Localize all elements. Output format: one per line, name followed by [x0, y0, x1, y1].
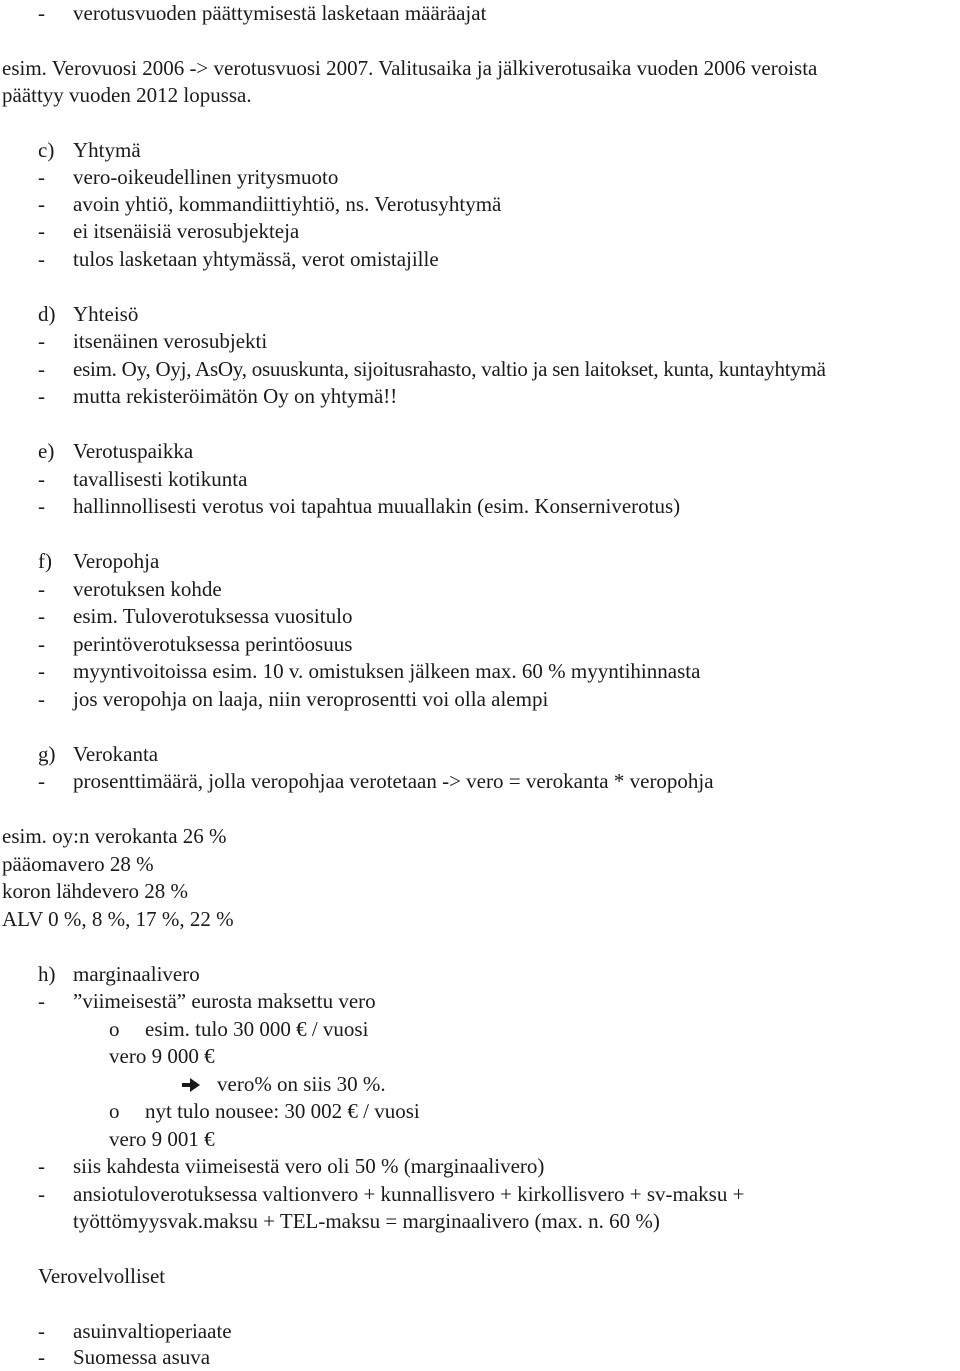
line-text: tulos lasketaan yhtymässä, verot omistajille: [73, 247, 439, 271]
bullet-marker: -: [38, 659, 45, 683]
right-arrow-icon: [182, 1078, 200, 1092]
line-text: siis kahdesta viimeisestä vero oli 50 % (marginaalivero): [73, 1154, 545, 1178]
bullet-marker: -: [38, 1319, 45, 1343]
line-text: itsenäinen verosubjekti: [73, 329, 268, 353]
line-text: vero-oikeudellinen yritysmuoto: [73, 165, 339, 189]
bullet-marker: -: [38, 494, 45, 518]
section-marker: c): [38, 138, 55, 162]
bullet-marker: -: [38, 384, 45, 408]
section-title: marginaalivero: [73, 962, 200, 986]
line-text: koron lähdevero 28 %: [2, 879, 189, 903]
line-text: esim. Verovuosi 2006 -> verotusvuosi 2007. Valitusaika ja jälkiverotusaika vuoden 2006 veroista: [2, 56, 818, 80]
line-text: pääomavero 28 %: [2, 852, 154, 876]
line-text: ei itsenäisiä verosubjekteja: [73, 219, 300, 243]
bullet-marker: -: [38, 687, 45, 711]
bullet-marker: -: [38, 1, 45, 25]
section-marker: d): [38, 302, 56, 326]
section-title: Verotuspaikka: [73, 439, 194, 463]
line-text: verotuksen kohde: [73, 577, 222, 601]
line-text: työttömyysvak.maksu + TEL-maksu = marginaalivero (max. n. 60 %): [73, 1209, 660, 1233]
line-text: vero% on siis 30 %.: [217, 1072, 386, 1096]
bullet-marker: -: [38, 219, 45, 243]
line-text: esim. tulo 30 000 € / vuosi: [145, 1017, 369, 1041]
section-title: Verovelvolliset: [38, 1264, 166, 1288]
bullet-marker: -: [38, 1182, 45, 1206]
section-marker: f): [38, 549, 52, 573]
line-text: perintöverotuksessa perintöosuus: [73, 632, 353, 656]
section-title: Verokanta: [73, 742, 159, 766]
section-title: Yhteisö: [73, 302, 139, 326]
line-text: ALV 0 %, 8 %, 17 %, 22 %: [2, 907, 234, 931]
section-marker: g): [38, 742, 56, 766]
line-text: asuinvaltioperiaate: [73, 1319, 232, 1343]
line-text: nyt tulo nousee: 30 002 € / vuosi: [145, 1099, 420, 1123]
bullet-marker: -: [38, 467, 45, 491]
bullet-marker: -: [38, 577, 45, 601]
line-text: esim. Tuloverotuksessa vuositulo: [73, 604, 353, 628]
line-text: vero 9 001 €: [109, 1127, 215, 1151]
section-marker: h): [38, 962, 56, 986]
section-title: Yhtymä: [73, 138, 141, 162]
sub-bullet-marker: o: [109, 1099, 120, 1123]
section-marker: e): [38, 439, 55, 463]
line-text: päättyy vuoden 2012 lopussa.: [2, 83, 252, 107]
bullet-marker: -: [38, 769, 45, 793]
line-text: prosenttimäärä, jolla veropohjaa verotetaan -> vero = verokanta * veropohja: [73, 769, 714, 793]
bullet-marker: -: [38, 1154, 45, 1178]
line-text: ansiotuloverotuksessa valtionvero + kunnallisvero + kirkollisvero + sv-maksu +: [73, 1182, 745, 1206]
bullet-marker: -: [38, 989, 45, 1013]
bullet-marker: -: [38, 604, 45, 628]
line-text: vero 9 000 €: [109, 1044, 215, 1068]
bullet-marker: -: [38, 165, 45, 189]
bullet-marker: -: [38, 247, 45, 271]
line-text: esim. oy:n verokanta 26 %: [2, 824, 227, 848]
line-text: jos veropohja on laaja, niin veroprosentti voi olla alempi: [73, 687, 549, 711]
line-text: tavallisesti kotikunta: [73, 467, 248, 491]
bullet-marker: -: [38, 357, 45, 381]
section-title: Veropohja: [73, 549, 160, 573]
sub-bullet-marker: o: [109, 1017, 120, 1041]
line-text: avoin yhtiö, kommandiittiyhtiö, ns. Verotusyhtymä: [73, 192, 502, 216]
line-text: hallinnollisesti verotus voi tapahtua muuallakin (esim. Konserniverotus): [73, 494, 681, 518]
line-text: esim. Oy, Oyj, AsOy, osuuskunta, sijoitusrahasto, valtio ja sen laitokset, kunta, kuntayhtymä: [73, 357, 826, 381]
line-text: verotusvuoden päättymisestä lasketaan määräajat: [73, 1, 487, 25]
line-text: ”viimeisestä” eurosta maksettu vero: [73, 989, 376, 1013]
bullet-marker: -: [38, 192, 45, 216]
bullet-marker: -: [38, 632, 45, 656]
bullet-marker: -: [38, 1345, 45, 1369]
line-text: Suomessa asuva: [73, 1345, 211, 1369]
bullet-marker: -: [38, 329, 45, 353]
line-text: mutta rekisteröimätön Oy on yhtymä!!: [73, 384, 398, 408]
line-text: myyntivoitoissa esim. 10 v. omistuksen jälkeen max. 60 % myyntihinnasta: [73, 659, 701, 683]
